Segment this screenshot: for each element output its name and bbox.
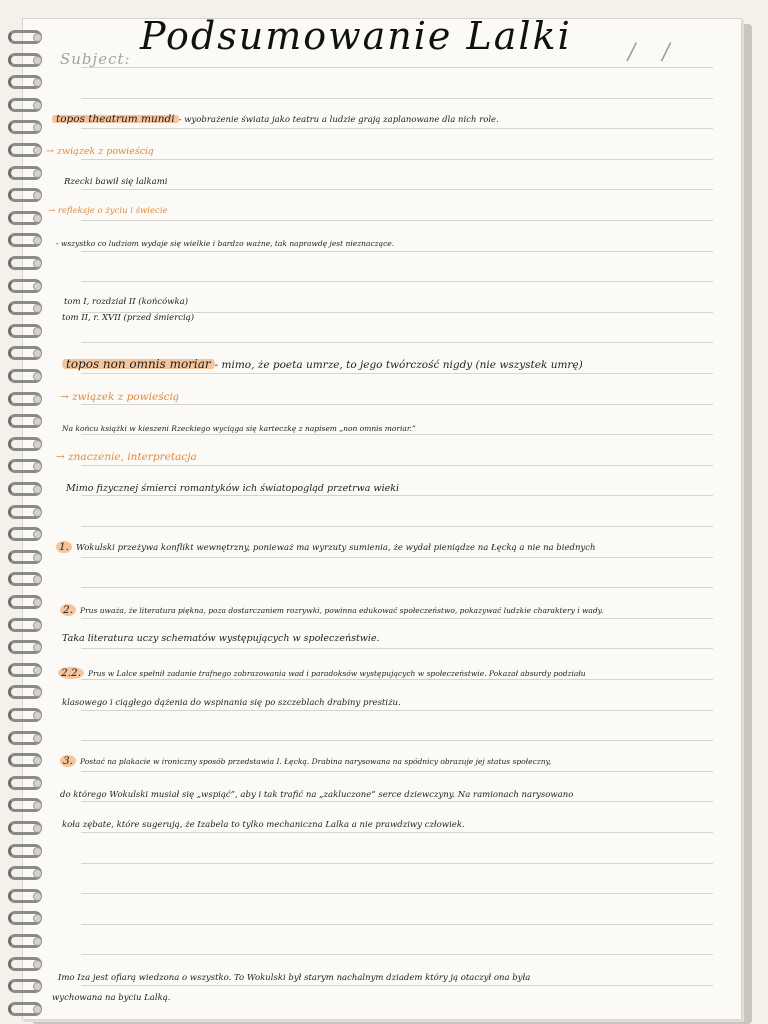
section1-label-zwiazek: → związek z powieścią	[46, 146, 154, 157]
section2-znaczenie-text: Mimo fizycznej śmierci romantyków ich światopogląd przetrwa wieki	[66, 483, 400, 494]
point22-line1	[58, 667, 586, 679]
binding-hole	[33, 1005, 42, 1014]
ruled-line	[81, 618, 713, 619]
point3-line3: koła zębate, które sugerują, że Izabela to tylko mechaniczna Lalka a nie prawdziwy człowiek.	[62, 820, 465, 830]
section1-heading: topos theatrum mundi	[52, 113, 179, 125]
binding-hole	[33, 440, 42, 449]
point1-text: Wokulski przeżywa konflikt wewnętrzny, ponieważ ma wyrzuty sumienia, że wydał pieniądze na Łęcką a nie na biednych	[76, 543, 596, 553]
ruled-line	[81, 67, 713, 68]
binding-hole	[33, 711, 42, 720]
page-title: Podsumowanie Lalki	[140, 14, 572, 58]
ruled-line	[81, 98, 713, 99]
binding-hole	[33, 508, 42, 517]
binding-hole	[33, 395, 42, 404]
binding-hole	[33, 960, 42, 969]
binding-hole	[33, 847, 42, 856]
section2-definition: - mimo, że poeta umrze, to jego twórczość nigdy (nie wszystek umrę)	[214, 359, 583, 371]
subject-label: Subject:	[60, 50, 131, 68]
ruled-line	[81, 771, 713, 772]
notebook-page	[22, 18, 742, 1020]
point22-line2: klasowego i ciągłego dążenia do wspinania się po szczeblach drabiny prestiżu.	[62, 698, 401, 708]
binding-hole	[33, 327, 42, 336]
binding-hole	[33, 892, 42, 901]
binding-hole	[33, 214, 42, 223]
ruled-line	[81, 251, 713, 252]
binding-hole	[33, 937, 42, 946]
binding-hole	[33, 779, 42, 788]
ruled-line	[81, 342, 713, 343]
section2-label-zwiazek: → związek z powieścią	[60, 391, 180, 403]
point2-line1	[60, 604, 603, 616]
binding-hole	[33, 33, 42, 42]
footer-line1: Imo Iza jest ofiarą wiedzona o wszystko. To Wokulski był starym nachalnym dziadem który ją otaczył ona była	[58, 973, 531, 983]
binding-hole	[33, 485, 42, 494]
point2-number: 2.	[60, 604, 76, 616]
section1-heading-line	[52, 113, 499, 125]
ruled-line	[81, 557, 713, 558]
section1-ref-line2: tom II, r. XVII (przed śmiercią)	[62, 313, 195, 323]
ruled-line	[81, 710, 713, 711]
ruled-line	[81, 189, 713, 190]
ruled-line	[81, 740, 713, 741]
binding-hole	[33, 553, 42, 562]
binding-hole	[33, 169, 42, 178]
section1-definition: - wyobrażenie świata jako teatru a ludzie grają zaplanowane dla nich role.	[178, 115, 499, 125]
ruled-line	[81, 465, 713, 466]
point2-line2: Taka literatura uczy schematów występujących w społeczeństwie.	[62, 633, 380, 644]
binding-hole	[33, 824, 42, 833]
point1-line	[56, 541, 595, 553]
spiral-binding	[0, 18, 48, 1024]
section1-zwiazek-text: Rzecki bawił się lalkami	[64, 177, 168, 187]
section2-heading-line	[62, 357, 583, 371]
ruled-line	[81, 526, 713, 527]
ruled-lines	[81, 19, 713, 1019]
binding-hole	[33, 666, 42, 675]
section2-heading: topos non omnis moriar	[62, 357, 215, 371]
ruled-line	[81, 863, 713, 864]
point3-line2: do którego Wokulski musiał się „wspiąć”, aby i tak trafić na „zakluczone” serce dziewczyny. Na ramionach narysowano	[60, 790, 574, 800]
ruled-line	[81, 281, 713, 282]
ruled-line	[81, 832, 713, 833]
binding-hole	[33, 146, 42, 155]
binding-hole	[33, 734, 42, 743]
ruled-line	[81, 373, 713, 374]
ruled-line	[81, 159, 713, 160]
section1-label-refleksje: → refleksje o życiu i świecie	[48, 206, 168, 216]
binding-hole	[33, 56, 42, 65]
point22-number: 2.2.	[58, 667, 84, 679]
section1-refleksje-text: - wszystko co ludziom wydaje się wielkie i bardzo ważne, tak naprawdę jest nieznaczące.	[56, 239, 395, 248]
binding-hole	[33, 621, 42, 630]
ruled-line	[81, 434, 713, 435]
point3-line1	[60, 755, 551, 767]
ruled-line	[81, 404, 713, 405]
ruled-line	[81, 954, 713, 955]
footer-line2: wychowana na byciu Lalką.	[52, 993, 171, 1003]
ruled-line	[81, 924, 713, 925]
binding-hole	[33, 598, 42, 607]
ruled-line	[81, 679, 713, 680]
section1-ref-line1: tom I, rozdział II (końcówka)	[64, 297, 189, 307]
binding-hole	[33, 372, 42, 381]
ruled-line	[81, 128, 713, 129]
binding-hole	[33, 101, 42, 110]
ruled-line	[81, 801, 713, 802]
point2-text-1: Prus uważa, że literatura piękna, poza dostarczaniem rozrywki, powinna edukować społeczeństwo, pokazywać ludzkie charaktery i wady.	[80, 606, 604, 615]
binding-hole	[33, 282, 42, 291]
point3-text-1: Postać na plakacie w ironiczny sposób przedstawia I. Łęcką. Drabina narysowana na spódnicy obrazuje jej status społeczny,	[80, 757, 552, 766]
ruled-line	[81, 587, 713, 588]
point22-text-1: Prus w Lalce spełnił zadanie trafnego zobrazowania wad i paradoksów występujących w społeczeństwie. Pokazał absurdy podziału	[88, 669, 586, 678]
date-field: / /	[628, 40, 680, 65]
ruled-line	[81, 648, 713, 649]
section2-zwiazek-text: Na końcu książki w kieszeni Rzeckiego wyciąga się karteczkę z napisem „non omnis moriar.”	[62, 424, 416, 433]
point1-number: 1.	[56, 541, 72, 553]
point3-number: 3.	[60, 755, 76, 767]
ruled-line	[81, 220, 713, 221]
binding-hole	[33, 259, 42, 268]
ruled-line	[81, 893, 713, 894]
ruled-line	[81, 985, 713, 986]
ruled-line	[81, 495, 713, 496]
section2-label-znaczenie: → znaczenie, interpretacja	[56, 451, 197, 463]
